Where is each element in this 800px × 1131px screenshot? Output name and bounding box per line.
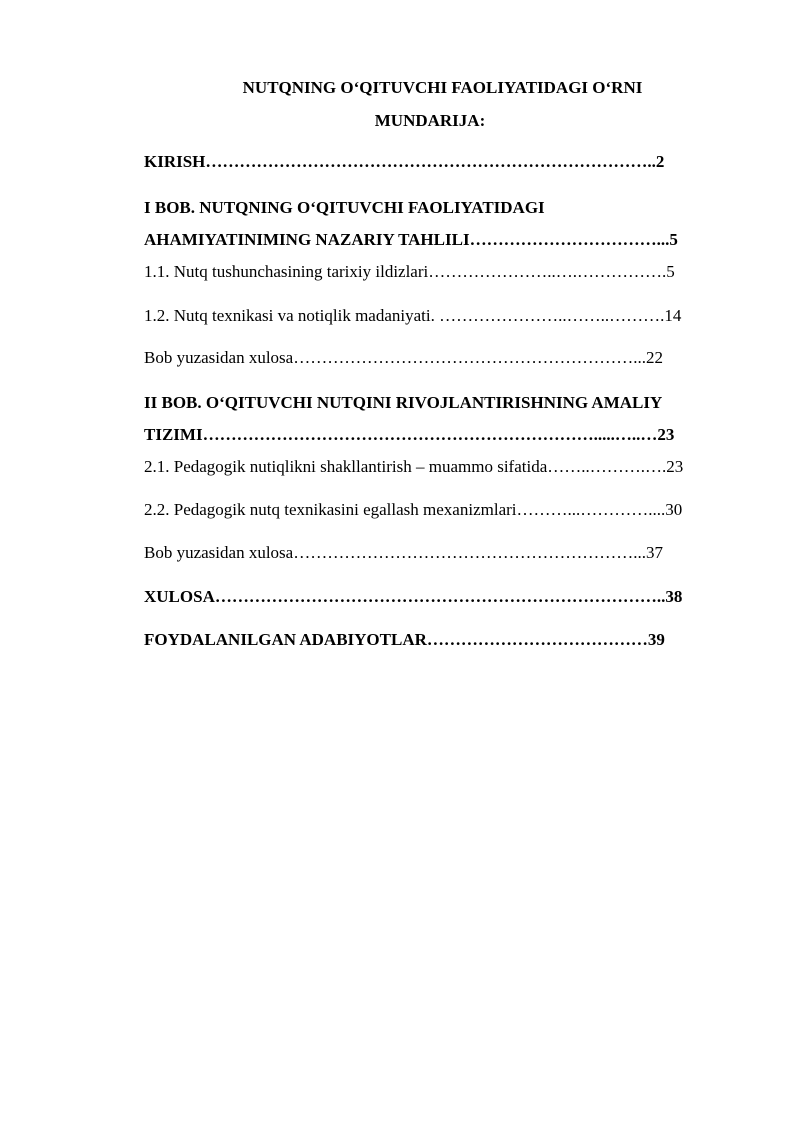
toc-entry-chapter-2-line-1: II BOB. O‘QITUVCHI NUTQINI RIVOJLANTIRISHNING AMALIY: [144, 393, 663, 412]
toc-entry-kirish: KIRISH……………………………………………………………………..2: [144, 152, 665, 171]
document-title: NUTQNING O‘QITUVCHI FAOLIYATIDAGI O‘RNI: [242, 78, 643, 97]
toc-entry-bibliography: FOYDALANILGAN ADABIYOTLAR…………………………………39: [144, 630, 665, 649]
toc-entry-1-1: 1.1. Nutq tushunchasining tarixiy ildizlari…………………..….…………….5: [144, 262, 675, 281]
toc-entry-chapter-2-line-2: TIZIMI…………………………………………………………….....…..…23: [144, 425, 675, 444]
toc-entry-chapter-2-conclusion: Bob yuzasidan xulosa……………………………………………………...37: [144, 543, 663, 562]
toc-entry-1-2: 1.2. Nutq texnikasi va notiqlik madaniyati. …………………..……..……….14: [144, 306, 682, 325]
toc-entry-chapter-1-line-2: AHAMIYATINIMING NAZARIY TAHLILI……………………………...5: [144, 230, 678, 249]
toc-entry-xulosa: XULOSA……………………………………………………………………..38: [144, 587, 683, 606]
toc-entry-2-2: 2.2. Pedagogik nutq texnikasini egallash mexanizmlari………...…………....30: [144, 500, 683, 519]
toc-entry-2-1: 2.1. Pedagogik nutiqlikni shakllantirish – muammo sifatida……..……….….23: [144, 457, 684, 476]
toc-entry-chapter-1-line-1: I BOB. NUTQNING O‘QITUVCHI FAOLIYATIDAGI: [144, 198, 545, 217]
toc-entry-chapter-1-conclusion: Bob yuzasidan xulosa……………………………………………………...22: [144, 348, 663, 367]
contents-heading: MUNDARIJA:: [374, 111, 486, 130]
